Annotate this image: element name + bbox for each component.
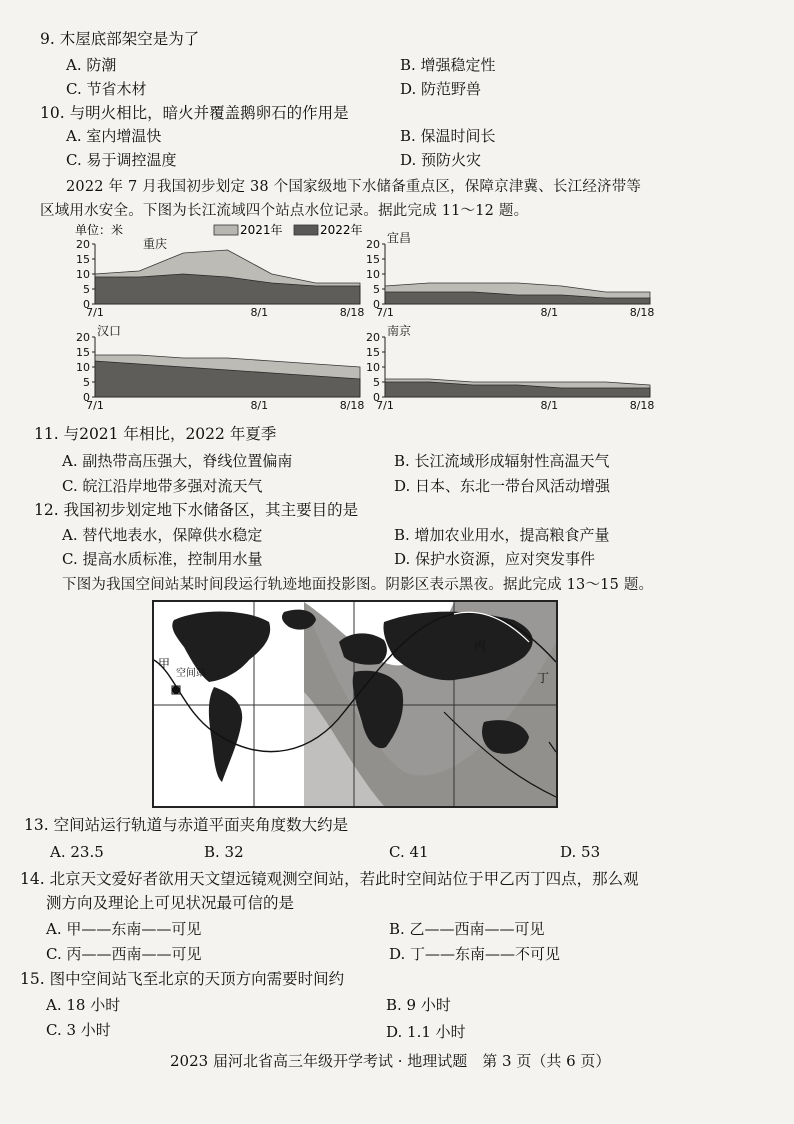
q9-stem: 9. 木屋底部架空是为了: [40, 30, 200, 48]
q13-option-b: B. 32: [204, 843, 244, 861]
q11-stem: 11. 与2021 年相比，2022 年夏季: [34, 425, 277, 443]
y-tick-label-3-1: 15: [366, 346, 380, 359]
y-tick-label-2-1: 15: [76, 346, 90, 359]
y-tick-label-1-2: 10: [366, 268, 380, 281]
q10-option-a: A. 室内增温快: [66, 127, 162, 145]
q12-option-b: B. 增加农业用水，提高粮食产量: [394, 526, 610, 544]
y-tick-label-0-3: 5: [83, 283, 90, 296]
legend-swatch-2022: [294, 225, 318, 235]
area-0-series-1: [95, 274, 360, 304]
q12-stem: 12. 我国初步划定地下水储备区，其主要目的是: [34, 501, 359, 519]
q9-option-b: B. 增强稳定性: [400, 56, 496, 74]
q14-option-b: B. 乙——西南——可见: [389, 920, 545, 938]
x-tick-label-0-1: 8/1: [250, 306, 269, 319]
q12-option-a: A. 替代地表水，保障供水稳定: [62, 526, 263, 544]
q9-option-c: C. 节省木材: [66, 80, 147, 98]
y-tick-label-2-0: 20: [76, 331, 90, 344]
q14-stem-line1: 14. 北京天文爱好者欲用天文望远镜观测空间站，若此时空间站位于甲乙丙丁四点，那么观: [20, 870, 639, 888]
x-tick-label-1-1: 8/1: [540, 306, 559, 319]
q10-option-c: C. 易于调控温度: [66, 151, 177, 169]
label-jia: 甲: [158, 657, 171, 671]
legend-swatch-2021: [214, 225, 238, 235]
x-tick-label-3-2: 8/18: [629, 399, 655, 412]
y-tick-label-0-1: 15: [76, 253, 90, 266]
x-tick-label-3-0: 7/1: [376, 399, 394, 412]
q12-option-c: C. 提高水质标准，控制用水量: [62, 550, 263, 568]
station-title-3: 南京: [387, 324, 412, 338]
page-footer: 2023 届河北省高三年级开学考试 · 地理试题 第 3 页（共 6 页）: [170, 1052, 611, 1070]
y-tick-label-2-4: 0: [83, 391, 90, 404]
y-tick-label-3-0: 20: [366, 331, 380, 344]
y-tick-label-0-4: 0: [83, 298, 90, 311]
q10-option-d: D. 预防火灾: [400, 151, 482, 169]
q14-option-c: C. 丙——西南——可见: [46, 945, 202, 963]
y-tick-label-1-3: 5: [373, 283, 380, 296]
q13-option-c: C. 41: [389, 843, 429, 861]
intro-11-12-line2: 区域用水安全。下图为长江流域四个站点水位记录。据此完成 11～12 题。: [40, 203, 529, 219]
x-tick-label-3-1: 8/1: [540, 399, 559, 412]
y-tick-label-2-2: 10: [76, 361, 90, 374]
legend-label-2022: 2022年: [320, 223, 363, 237]
x-tick-label-2-0: 7/1: [86, 399, 104, 412]
q15-option-b: B. 9 小时: [386, 996, 451, 1014]
q14-option-a: A. 甲——东南——可见: [46, 920, 202, 938]
q15-stem: 15. 图中空间站飞至北京的天顶方向需要时间约: [20, 970, 345, 988]
q14-stem-line2: 测方向及理论上可见状况最可信的是: [46, 894, 295, 912]
y-tick-label-0-2: 10: [76, 268, 90, 281]
q13-stem: 13. 空间站运行轨道与赤道平面夹角度数大约是: [24, 816, 349, 834]
q9-option-a: A. 防潮: [66, 56, 117, 74]
y-tick-label-2-3: 5: [83, 376, 90, 389]
y-tick-label-0-0: 20: [76, 238, 90, 251]
q15-option-d: D. 1.1 小时: [386, 1023, 466, 1041]
label-bing: 丙: [474, 639, 487, 653]
x-tick-label-1-2: 8/18: [629, 306, 655, 319]
legend-label-2021: 2021年: [240, 223, 283, 237]
y-tick-label-3-4: 0: [373, 391, 380, 404]
q11-option-a: A. 副热带高压强大，脊线位置偏南: [62, 452, 293, 470]
y-tick-label-1-0: 20: [366, 238, 380, 251]
q15-option-c: C. 3 小时: [46, 1021, 111, 1039]
station-title-1: 宜昌: [387, 231, 412, 245]
x-tick-label-0-0: 7/1: [86, 306, 104, 319]
x-tick-label-2-1: 8/1: [250, 399, 269, 412]
q12-option-d: D. 保护水资源，应对突发事件: [394, 550, 596, 568]
y-tick-label-3-2: 10: [366, 361, 380, 374]
y-tick-label-1-1: 15: [366, 253, 380, 266]
intro-13-15: 下图为我国空间站某时间段运行轨迹地面投影图。阴影区表示黑夜。据此完成 13～15 题。: [62, 577, 654, 593]
q9-option-d: D. 防范野兽: [400, 80, 482, 98]
label-ding: 丁: [537, 671, 550, 685]
q13-option-a: A. 23.5: [50, 843, 104, 861]
intro-11-12-line1: 2022 年 7 月我国初步划定 38 个国家级地下水储备重点区，保障京津冀、长江经济带等: [66, 179, 642, 195]
south-america: [209, 687, 242, 782]
q10-stem: 10. 与明火相比，暗火并覆盖鹅卵石的作用是: [40, 104, 349, 122]
x-tick-label-2-2: 8/18: [339, 399, 365, 412]
q14-option-d: D. 丁——东南——不可见: [389, 945, 561, 963]
x-tick-label-1-0: 7/1: [376, 306, 394, 319]
water-level-charts: [60, 222, 660, 417]
q11-option-b: B. 长江流域形成辐射性高温天气: [394, 452, 610, 470]
x-tick-label-0-2: 8/18: [339, 306, 365, 319]
y-tick-label-1-4: 0: [373, 298, 380, 311]
station-title-2: 汉口: [97, 324, 122, 338]
y-tick-label-3-3: 5: [373, 376, 380, 389]
space-station-ground-track-map: [152, 600, 558, 808]
q11-option-c: C. 皖江沿岸地带多强对流天气: [62, 477, 263, 495]
q10-option-b: B. 保温时间长: [400, 127, 496, 145]
q13-option-d: D. 53: [560, 843, 601, 861]
station-title-0: 重庆: [143, 237, 168, 251]
q11-option-d: D. 日本、东北一带台风活动增强: [394, 477, 611, 495]
q15-option-a: A. 18 小时: [46, 996, 121, 1014]
unit-label: 单位：米: [75, 223, 124, 237]
label-space-station: 空间站: [176, 668, 206, 679]
space-station-dot: [172, 686, 180, 694]
